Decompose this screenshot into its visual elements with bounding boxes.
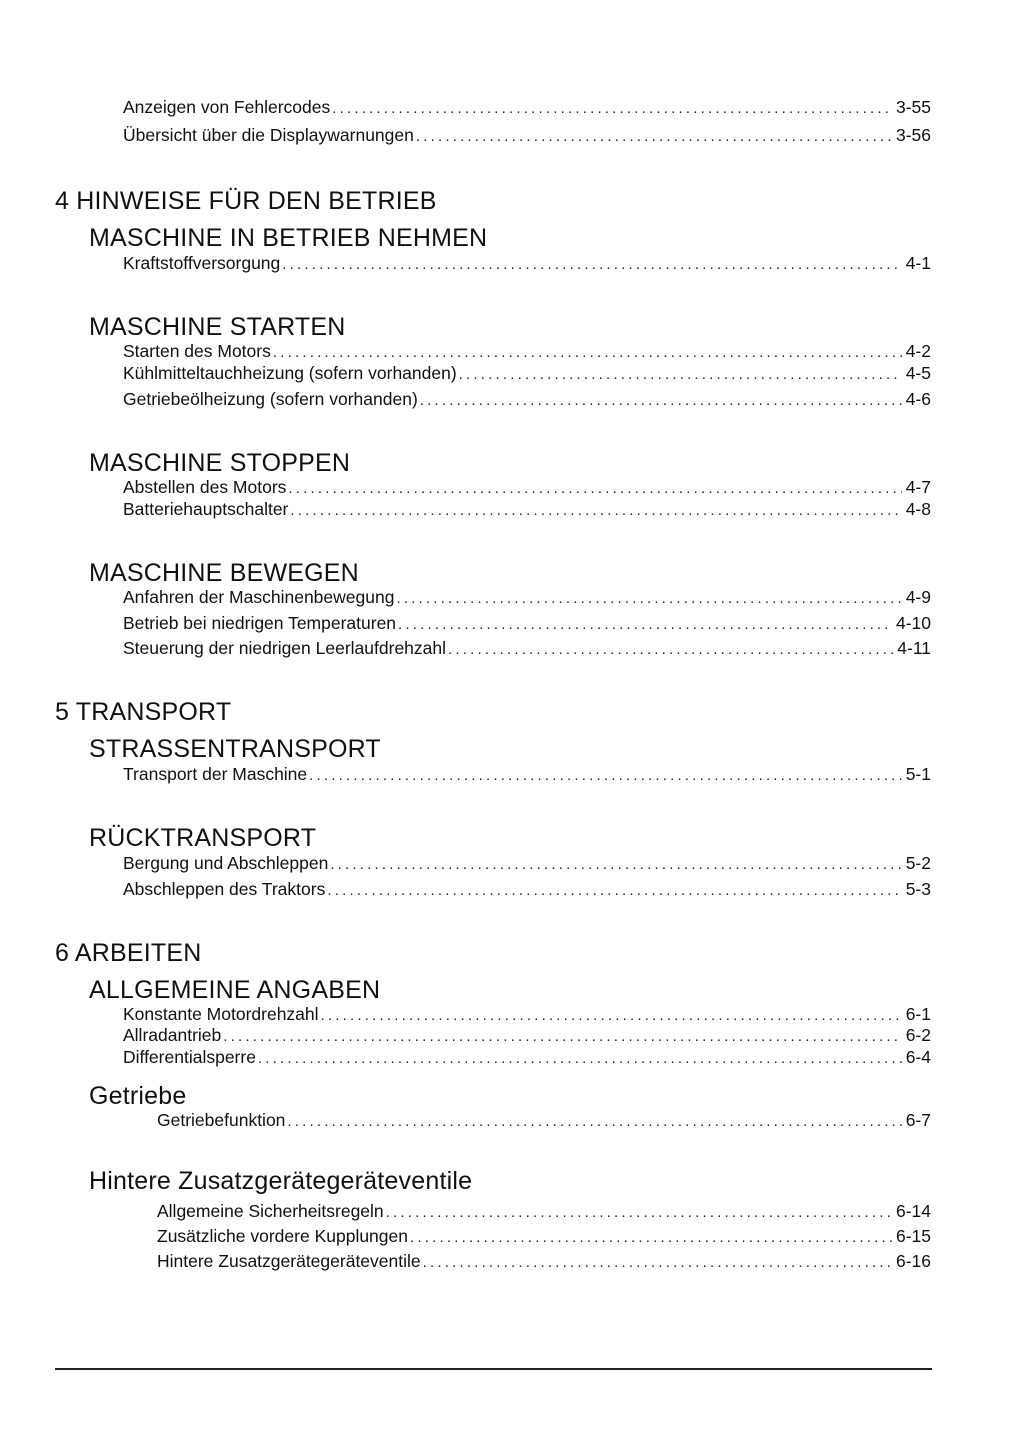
toc-entry-title: Getriebeölheizung (sofern vorhanden): [123, 389, 418, 409]
toc-entry-title: Transport der Maschine: [123, 764, 308, 784]
toc-entry-title: Konstante Motordrehzahl: [123, 1004, 319, 1024]
leader-dots: [410, 1227, 892, 1249]
chapter-title[interactable]: 5 TRANSPORT: [55, 698, 232, 726]
leader-dots: [423, 1252, 892, 1274]
toc-entry-title: Bergung und Abschleppen: [123, 853, 329, 873]
leader-dots: [290, 500, 901, 522]
leader-dots: [327, 880, 901, 902]
toc-entry-title: Getriebefunktion: [157, 1110, 286, 1130]
leader-dots: [330, 854, 901, 876]
toc-entry[interactable]: [123, 612, 931, 636]
section-title[interactable]: RÜCKTRANSPORT: [89, 824, 317, 852]
section-title[interactable]: MASCHINE IN BETRIEB NEHMEN: [89, 224, 488, 252]
toc-entry-page: 6-15: [895, 1226, 931, 1246]
toc-entry[interactable]: [123, 637, 931, 661]
toc-entry-page: 6-4: [905, 1047, 931, 1067]
footer-divider: [55, 1368, 932, 1370]
toc-entry-page: 5-3: [905, 879, 931, 899]
toc-entry-title: Anfahren der Maschinenbewegung: [123, 587, 395, 607]
leader-dots: [287, 1111, 901, 1133]
toc-entry[interactable]: [157, 1109, 931, 1133]
chapter-title[interactable]: 6 ARBEITEN: [55, 939, 202, 967]
toc-entry[interactable]: [123, 852, 931, 876]
leader-dots: [258, 1048, 902, 1070]
toc-entry-page: 5-2: [905, 853, 931, 873]
toc-entry-title: Kühlmitteltauchheizung (sofern vorhanden): [123, 363, 457, 383]
section-title[interactable]: Hintere Zusatzgerätegeräteventile: [89, 1167, 473, 1195]
toc-entry-title: Anzeigen von Fehlercodes: [123, 97, 331, 117]
leader-dots: [288, 478, 901, 500]
leader-dots: [223, 1026, 901, 1048]
chapter-title[interactable]: 4 HINWEISE FÜR DEN BETRIEB: [55, 187, 437, 215]
toc-entry-title: Zusätzliche vordere Kupplungen: [157, 1226, 408, 1246]
toc-entry-title: Abschleppen des Traktors: [123, 879, 326, 899]
section-title[interactable]: STRASSENTRANSPORT: [89, 735, 381, 763]
leader-dots: [282, 254, 901, 276]
toc-entry-page: 4-1: [905, 253, 931, 273]
toc-entry[interactable]: [123, 362, 931, 386]
toc-entry-page: 4-8: [905, 499, 931, 519]
toc-entry[interactable]: [123, 96, 931, 120]
toc-entry-page: 3-55: [895, 97, 931, 117]
toc-entry[interactable]: [157, 1200, 931, 1224]
toc-entry-title: Abstellen des Motors: [123, 477, 287, 497]
toc-entry-page: 3-56: [895, 125, 931, 145]
leader-dots: [309, 765, 902, 787]
toc-entry[interactable]: [157, 1225, 931, 1249]
toc-entry[interactable]: [123, 252, 931, 276]
toc-entry-title: Batteriehauptschalter: [123, 499, 289, 519]
toc-entry[interactable]: [123, 878, 931, 902]
toc-entry-page: 4-5: [905, 363, 931, 383]
toc-entry-title: Starten des Motors: [123, 341, 271, 361]
leader-dots: [459, 364, 902, 386]
toc-entry[interactable]: [123, 498, 931, 522]
leader-dots: [398, 614, 892, 636]
section-title[interactable]: MASCHINE STOPPEN: [89, 449, 351, 477]
toc-entry-page: 4-10: [895, 613, 931, 633]
toc-entry-title: Hintere Zusatzgerätegeräteventile: [157, 1251, 421, 1271]
section-title[interactable]: ALLGEMEINE ANGABEN: [89, 976, 381, 1004]
leader-dots: [332, 98, 892, 120]
toc-entry-title: Kraftstoffversorgung: [123, 253, 281, 273]
leader-dots: [416, 126, 892, 148]
toc-entry-page: 4-11: [897, 638, 931, 658]
toc-entry[interactable]: [123, 586, 931, 610]
toc-entry-title: Allgemeine Sicherheitsregeln: [157, 1201, 384, 1221]
toc-entry[interactable]: [123, 763, 931, 787]
toc-entry-page: 4-7: [905, 477, 931, 497]
toc-entry-page: 4-2: [905, 341, 931, 361]
toc-entry[interactable]: [123, 340, 931, 364]
toc-entry-page: 6-14: [895, 1201, 931, 1221]
toc-entry[interactable]: [123, 1046, 931, 1070]
toc-entry[interactable]: [123, 388, 931, 412]
toc-entry-page: 6-16: [895, 1251, 931, 1271]
leader-dots: [448, 639, 893, 661]
toc-entry-title: Allradantrieb: [123, 1025, 222, 1045]
toc-entry-page: 6-2: [905, 1025, 931, 1045]
section-title[interactable]: MASCHINE STARTEN: [89, 313, 346, 341]
toc-entry[interactable]: [157, 1250, 931, 1274]
toc-entry[interactable]: [123, 124, 931, 148]
toc-entry[interactable]: [123, 1024, 931, 1048]
toc-entry-page: 4-6: [905, 389, 931, 409]
toc-entry-title: Steuerung der niedrigen Leerlaufdrehzahl: [123, 638, 447, 658]
leader-dots: [396, 588, 901, 610]
toc-entry-page: 6-1: [905, 1004, 931, 1024]
leader-dots: [273, 342, 902, 364]
toc-entry-page: 4-9: [905, 587, 931, 607]
toc-entry-page: 5-1: [905, 764, 931, 784]
toc-entry-title: Differentialsperre: [123, 1047, 256, 1067]
leader-dots: [386, 1202, 892, 1224]
toc-entry-page: 6-7: [905, 1110, 931, 1130]
toc-entry-title: Betrieb bei niedrigen Temperaturen: [123, 613, 397, 633]
toc-entry[interactable]: [123, 476, 931, 500]
section-title[interactable]: MASCHINE BEWEGEN: [89, 559, 359, 587]
leader-dots: [420, 390, 902, 412]
toc-entry-title: Übersicht über die Displaywarnungen: [123, 125, 414, 145]
section-title[interactable]: Getriebe: [89, 1082, 187, 1110]
